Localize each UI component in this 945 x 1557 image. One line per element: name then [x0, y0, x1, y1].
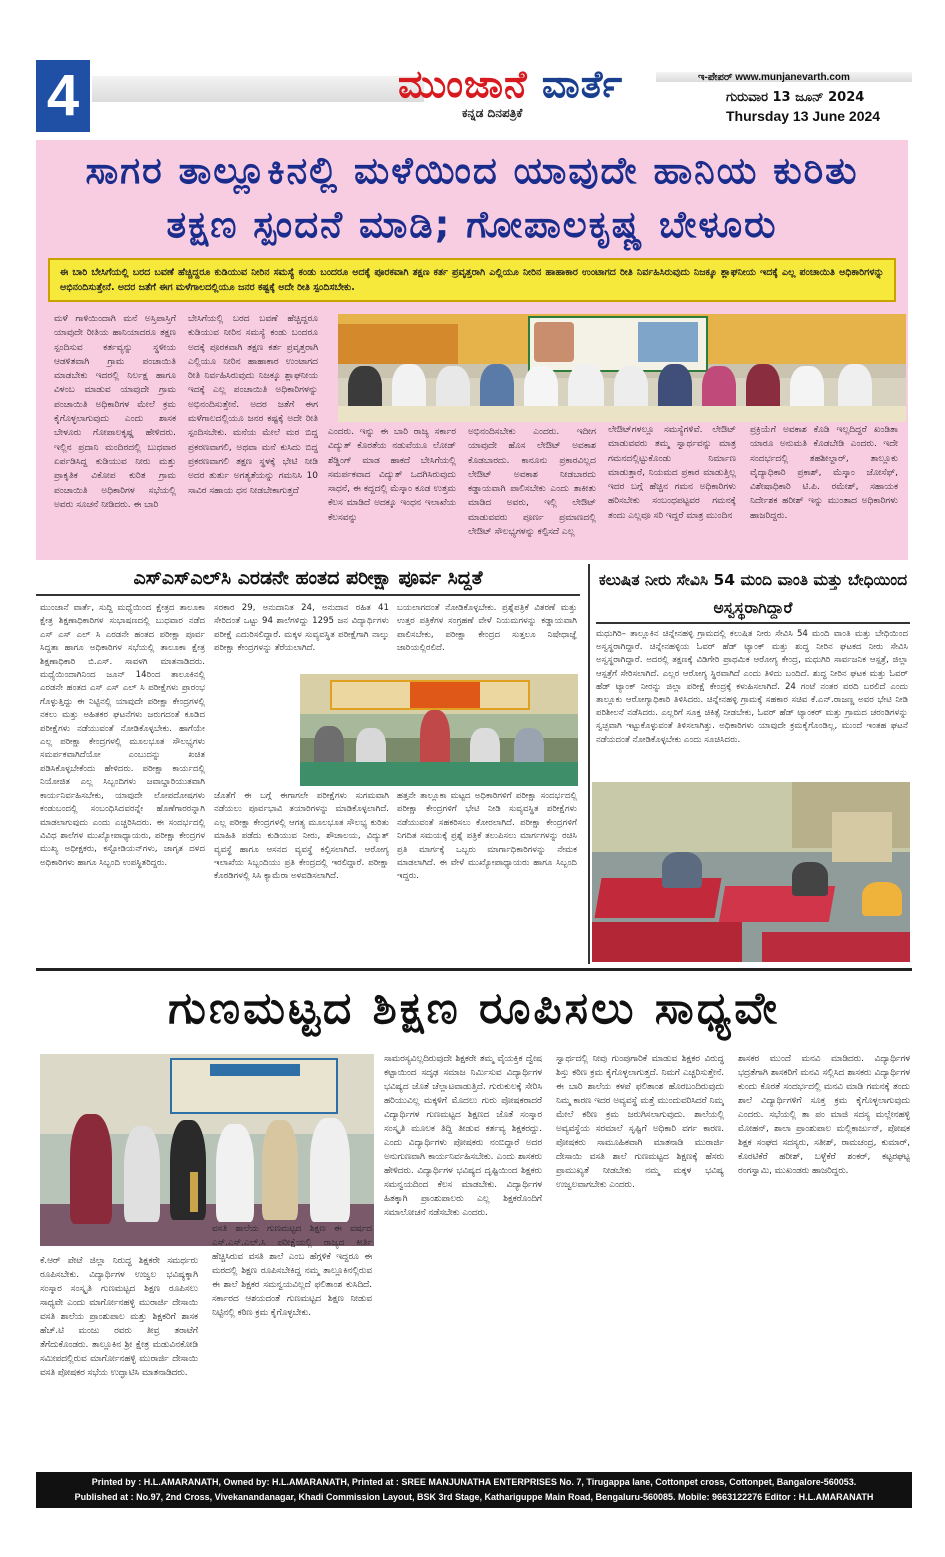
lead-story [36, 140, 908, 560]
newspaper-logo [398, 64, 623, 104]
exam-column-3-cont: ಹತ್ತನೇ ತಾಲ್ಲೂಕಾ ಮಟ್ಟದ ಅಧಿಕಾರಿಗಳಿಗೆ ಪರೀಕ್ಷಾ ಸಂದರ್ಭದಲ್ಲಿ ಪರೀಕ್ಷಾ ಕೇಂದ್ರಗಳಿಗೆ ಭೇಟಿ ನೀಡಿ ಸುವ್ಯವಸ್ಥಿತ ಪರೀಕ್ಷೆಗಳು ನಡೆಯುವಂತೆ ಸಹಕರಿಸಲು ಕೋರಲಾಗಿದೆ. ಪರೀಕ್ಷಾ ಕೇಂದ್ರಗಳಿಗೆ ನಿಗದಿತ ಸಮಯಕ್ಕೆ ಪ್ರಶ್ನೆ ಪತ್ರಿಕೆ ತಲುಪಿಸಲು ಮಾರ್ಗಗಳನ್ನು ರಚಿಸಿ ಪ್ರತಿ ಮಾರ್ಗಕ್ಕೆ ಒಬ್ಬರು ಮಾರ್ಗಾಧಿಕಾರಿಗಳನ್ನು ನೇಮಕ ಮಾಡಲಾಗಿದೆ. ಈ ವೇಳೆ ಮುಖ್ಯೋಪಾಧ್ಯಾಯರು ಹಾಗೂ ಸಿಬ್ಬಂದಿ ಇದ್ದರು. [397, 791, 577, 882]
lead-column-2: ಬೇಸಿಗೆಯಲ್ಲಿ ಬರದ ಬವಣೆ ಹೆಚ್ಚಿದ್ದರೂ ಕುಡಿಯುವ ನೀರಿನ ಸಮಸ್ಯೆ ಕಂಡು ಬಂದರೂ ಅದಕ್ಕೆ ಪೂರಕವಾಗಿ ತಕ್ಷಣ ಕರ್ತ ಪ್ರವೃತ್ತರಾಗಿ ಎಲ್ಲಿಯೂ ನೀರಿನ ಹಾಹಾಕಾರ ಉಂಟಾಗದ ರೀತಿ ನಿರ್ವಹಿಸಿರುವುದು ನಿಜಕ್ಕೂ ಶ್ಲಾಘನೀಯ ಇದಕ್ಕೆ ಎಲ್ಲ ಪಂಚಾಯಿತಿ ಅಧಿಕಾರಿಗಳನ್ನು ಅಭಿನಂದಿಸುತ್ತೇನೆ. ಅದರ ಜತೆಗೆ ಈಗ ಮಳೆಗಾಲದಲ್ಲಿಯೂ ಜನರ ಕಷ್ಟಕ್ಕೆ ಅದೇ ರೀತಿ ಸ್ಪಂದಿಸಬೇಕು. ಮನೆಯ ಮೇಲೆ ಮರ ಬಿದ್ದ ಪ್ರಕರಣವಾಗಲಿ, ಅಥವಾ ಮನೆ ಕುಸಿದು ಬಿದ್ದ ಪ್ರಕರಣವಾಗಲಿ ತಕ್ಷಣ ಸ್ಥಳಕ್ಕೆ ಭೇಟಿ ನೀಡಿ ಅದರ ತುರ್ತು ಅಗತ್ಯತೆಯನ್ನು ಗಮನಿಸಿ 10 ಸಾವಿರ ಸಹಾಯ ಧನ ನೀಡಬೇಕಾಗುತ್ತದೆ [188, 314, 318, 496]
imprint-line-1: Printed by : H.L.AMARANATH, Owned by: H.L.AMARANATH, Printed at : SREE MANJUNATHA ENTERPRISES No. 7, Tirugappa lane, Cottonpet cross, Cottonpet, Bangalore-560053. [91, 1477, 857, 1487]
column-divider [588, 564, 590, 964]
exam-column-3: ಬಯಲಾಗದಂತೆ ನೋಡಿಕೊಳ್ಳಬೇಕು. ಪ್ರಶ್ನೆಪತ್ರಿಕೆ ವಿತರಣೆ ಮತ್ತು ಉತ್ತರ ಪತ್ರಿಕೆಗಳ ಸಂಗ್ರಹಣೆ ವೇಳೆ ನಿಯಮಗಳನ್ನು ಕಡ್ಡಾಯವಾಗಿ ಪಾಲಿಸಬೇಕು, ಪರೀಕ್ಷಾ ಕೇಂದ್ರದ ಸುತ್ತಲೂ ನಿಷೇಧಾಜ್ಞೆ ಜಾರಿಯಲ್ಲಿರಲಿದೆ. [397, 603, 577, 654]
exam-meeting-photo [300, 674, 578, 786]
lamp-lighting-photo [40, 1054, 374, 1246]
water-headline: ಕಲುಷಿತ ನೀರು ಸೇವಿಸಿ 54 ಮಂದಿ ವಾಂತಿ ಮತ್ತು ಬೇಧಿಯಿಂದ ಅಸ್ವಸ್ಥರಾಗಿದ್ದಾರೆ [598, 571, 908, 617]
education-column-4: ಸ್ವಾರ್ಥದಲ್ಲಿ ನೀವು ಗುಂಪುಗಾರಿಕೆ ಮಾಡುವ ಶಿಕ್ಷಕರ ವಿರುದ್ಧ ಶಿಸ್ತು ಕಠಿಣ ಕ್ರಮ ಕೈಗೊಳ್ಳಲಾಗುತ್ತದೆ. ನಿಮಗೆ ಎಚ್ಚರಿಸುತ್ತೇನೆ. ಈ ಬಾರಿ ಶಾಲೆಯ ಕಳಪೆ ಫಲಿತಾಂಶ ಹೊರಬಂದಿರುವುದು ನಿಮ್ಮ ಕಾರಣ ಇದರ ಅವ್ಯವಸ್ಥೆ ಮತ್ತೆ ಮುಂದುವರಿಸಿದರೆ ನಿಮ್ಮ ಮೇಲೆ ಕಠಿಣ ಕ್ರಮ ಜರುಗಿಸಲಾಗುವುದು. ಶಾಲೆಯಲ್ಲಿ ಅವ್ಯವಸ್ಥೆಯ ಸರಮಾಲೆ ಸೃಷ್ಟಿಗೆ ಅಧಿಕಾರಿ ವರ್ಗ ಕಾರಣ. ಪೋಷಕರು ಸಾಮೂಹಿಕವಾಗಿ ಮಾತನಾಡಿ ಮುರಾರ್ಜಿ ದೇಸಾಯಿ ವಸತಿ ಶಾಲೆ ಗುಣಮಟ್ಟದ ಶಿಕ್ಷಣಕ್ಕೆ ಹೆಸರು ಪ್ರಾಮುಖ್ಯತೆ ನೀಡಬೇಕು ನಮ್ಮ ಮಕ್ಕಳ ಭವಿಷ್ಯ ಉಜ್ವಲವಾಗಬೇಕು ಎಂದರು. [556, 1054, 724, 1190]
education-headline: ಗುಣಮಟ್ಟದ ಶಿಕ್ಷಣ ರೂಪಿಸಲು ಸಾಧ್ಯವೇ [168, 983, 780, 1034]
exam-column-2-cont: ಜೊತೆಗೆ ಈ ಬಗ್ಗೆ ಈಗಾಗಲೇ ಪರೀಕ್ಷೆಗಳು ಸುಗಮವಾಗಿ ನಡೆಯಲು ಪೂರ್ವಭಾವಿ ತಯಾರಿಗಳನ್ನು ಮಾಡಿಕೊಳ್ಳಲಾಗಿದೆ. ಎಲ್ಲ ಪರೀಕ್ಷಾ ಕೇಂದ್ರಗಳಲ್ಲಿ ಆಗತ್ಯ ಮೂಲಭೂತ ಸೌಲಭ್ಯ ಕುರಿತು ಮಾಹಿತಿ ಪಡೆದು ಕುಡಿಯುವ ನೀರು, ಶೌಚಾಲಯ, ವಿದ್ಯುತ್ ವ್ಯವಸ್ಥೆ ಹಾಗೂ ಆಸನದ ವ್ಯವಸ್ಥೆ ಕಲ್ಪಿಸಲಾಗಿದೆ. ಆರೋಗ್ಯ ಇಲಾಖೆಯ ಸಿಬ್ಬಂದಿಯು ಪ್ರತಿ ಕೇಂದ್ರದಲ್ಲಿ ಇರಲಿದ್ದಾರೆ. ಪರೀಕ್ಷಾ ಕೊಠಡಿಗಳಲ್ಲಿ ಸಿಸಿ ಕ್ಯಾಮೆರಾ ಅಳವಡಿಸಲಾಗಿದೆ. [214, 791, 389, 882]
masthead [36, 60, 912, 132]
exam-headline-rule [36, 594, 580, 596]
epaper-link[interactable]: ಇ-ಪೇಪರ್ www.munjanevarth.com [698, 72, 850, 83]
exam-column-2: ಸರಕಾರ 29, ಅನುದಾನಿತ 24, ಅನುದಾನ ರಹಿತ 41 ಸೇರಿದಂತೆ ಒಟ್ಟು 94 ಶಾಲೆಗಳಿದ್ದು 1295 ಜನ ವಿದ್ಯಾರ್ಥಿಗಳು ಪರೀಕ್ಷೆ ಎದುರಿಸಲಿದ್ದಾರೆ. ಮಕ್ಕಳ ಸುವ್ಯವಸ್ಥಿತ ಪರೀಕ್ಷೆಗಾಗಿ ನಾಲ್ಕು ಪರೀಕ್ಷಾ ಕೇಂದ್ರಗಳನ್ನು ತೆರೆಯಲಾಗಿದೆ. [214, 603, 389, 654]
lead-column-5: ಲೇಔಟ್‌ಗಳಲ್ಲೂ ಸಮಸ್ಯೆಗಳಿವೆ. ಲೇಔಟ್ ಮಾಡುವವರು ತಮ್ಮ ಸ್ವಾರ್ಥವನ್ನು ಮಾತ್ರ ಗಮನದಲ್ಲಿಟ್ಟುಕೊಂಡು ನಿರ್ಮಾಣ ಮಾಡುತ್ತಾರೆ, ನಿಯಮದ ಪ್ರಕಾರ ಮಾಡುತ್ತಿಲ್ಲ ಇದರ ಬಗ್ಗೆ ಹೆಚ್ಚಿನ ಗಮನ ಅಧಿಕಾರಿಗಳು ಹರಿಸಬೇಕು ಸಂಬಂಧಪಟ್ಟವರ ಗಮನಕ್ಕೆ ತಂದು ಎಲ್ಲವೂ ಸರಿ ಇದ್ದರೆ ಮಾತ್ರ ಮುಂದಿನ [608, 425, 736, 521]
date-english: Thursday 13 June 2024 [726, 108, 881, 124]
lead-column-3: ಎಂದರು. ಇನ್ನು ಈ ಬಾರಿ ರಾಜ್ಯ ಸರ್ಕಾರ ವಿದ್ಯುತ್ ಕೊರತೆಯ ನಡುವೆಯೂ ಲೋಡ್ ಶೆಡ್ಡಿಂಗ್ ಮಾಡ ಹಾಕದೆ ಬೇಸಿಗೆಯಲ್ಲಿ ಸಮರ್ಪಕವಾದ ವಿದ್ಯುತ್ ಒದಗಿಸಿರುವುದು ಸಾಧನೆ, ಈ ಕದ್ದದಲ್ಲಿ ಮೆಸ್ಕಾಂ ಕೂಡ ಉತ್ತಮ ಕೆಲಸ ಮಾಡಿದೆ ಅದಕ್ಕೂ ಇಂಧನ ಇಲಾಖೆಯ ಕೆಲಸವನ್ನು [328, 427, 456, 523]
paper-name-part1: ಮುಂಜಾನೆ [398, 62, 528, 106]
exam-headline: ಎಸ್‌ಎಸ್‌ಎಲ್‌ಸಿ ಎರಡನೇ ಹಂತದ ಪರೀಕ್ಷಾ ಪೂರ್ವ ಸಿದ್ದತೆ [133, 567, 483, 589]
education-column-1: ಕೆ.ಆರ್ ಪೇಟೆ ಜಿಲ್ಲಾ ನಿರುದ್ಧ ಶಿಕ್ಷಕರೇ ಸಮರ್ಥರು ರೂಪಿಸಬೇಕು. ವಿದ್ಯಾರ್ಥಿಗಳ ಉಜ್ವಲ ಭವಿಷ್ಯಕ್ಕಾಗಿ ಸಂಸ್ಕಾರ ಸಂಸ್ಕೃತಿ ಗುಣಮಟ್ಟದ ಶಿಕ್ಷಣ ರೂಪಿಸಲು ಸಾಧ್ಯವೇ ಎಂದು ಮಾರ್ಗೋನಹಳ್ಳಿ ಮುರಾರ್ಜಿ ದೇಸಾಯಿ ವಸತಿ ಶಾಲೆಯ ಪ್ರಾಂಶುಪಾಲ ಮತ್ತು ಶಿಕ್ಷಕರಿಗೆ ಶಾಸಕ ಹೆಚ್.ಟಿ ಮಂಜು ರವರು ತೀವ್ರ ತರಾಟೆಗೆ ತೆಗೆದುಕೊಂಡರು. ತಾಲ್ಲೂಕಿನ ಶ್ರೀ ಕ್ಷೇತ್ರ ಮಡುವಿನಕೋಡಿ ಸಮೀಪದಲ್ಲಿರುವ ಮಾರ್ಗೋನಹಳ್ಳಿ ಮುರಾರ್ಜಿ ದೇಸಾಯಿ ವಸತಿ ಪೋಷಕರ ಸಭೆಯ ಉದ್ಘಾಟಿಸಿ ಮಾತನಾಡಿದರು. [40, 1256, 198, 1378]
meeting-photo [338, 314, 906, 422]
lead-column-4: ಅಭಿನಂದಿಸಬೇಕು ಎಂದರು. ಇದೀಗ ಯಾವುದೇ ಹೊಸ ಲೇಔಟ್ ಅವಕಾಶ ಕೊಡಬಾರದು. ಕಾನೂನು ಪ್ರಕಾರವಿಲ್ಲದ ಲೇಔಟ್ ಅವಕಾಶ ನೀಡಬಾರದು ಕಡ್ಡಾಯವಾಗಿ ಪಾಲಿಸಬೇಕು ಎಂದು ತಾಕೀತು ಮಾಡಿದ ಅವರು, ಇಲ್ಲಿ ಲೇಔಟ್ ಮಾಡುವವರು ಪೂರ್ಣ ಪ್ರಮಾಣದಲ್ಲಿ ಲೇಔಟ್ ಸೌಲಭ್ಯಗಳನ್ನು ಕಲ್ಪಿಸದೆ ಎಲ್ಲ [468, 427, 596, 538]
water-headline-rule [596, 622, 910, 624]
page-number: 4 [36, 60, 90, 132]
exam-column-1: ಮುಂಜಾನೆ ವಾರ್ತೆ, ಸುದ್ದಿ ಮಧ್ಯೆಯಿಂದ ಕ್ಷೇತ್ರದ ತಾಲೂಕಾ ಕ್ಷೇತ್ರ ಶಿಕ್ಷಣಾಧಿಕಾರಿಗಳ ಸುಭಾಷಣದಲ್ಲಿ ಬುಧವಾರ ನಡೆದ ಎಸ್ ಎಸ್ ಎಲ್ ಸಿ ಎರಡನೇ ಹಂತದ ಪರೀಕ್ಷಾ ಪೂರ್ವ ಸಿದ್ದತಾ ಹಾಗೂ ಅಧಿಕಾರಿಗಳ ಸಭೆಯಲ್ಲಿ ತಾಲೂಕಾ ಕ್ಷೇತ್ರ ಶಿಕ್ಷಣಾಧಿಕಾರಿ ಬಿ.ಎಸ್. ಸಾವಳಗಿ ಮಾತನಾಡಿದರು. ಮಧ್ಯೆಯಿಂದಾಗಿನಿಂದ ಜೂನ್ 14ರಿಂದ ತಾಲೂಕಿನಲ್ಲಿ ಎರಡನೇ ಹಂತದ ಎಸ್ ಎಸ್ ಎಲ್ ಸಿ ಪರೀಕ್ಷೆಗಳು ಪ್ರಾರಂಭ ಗೊಳ್ಳುತ್ತಿದ್ದು ಈ ನಿಟ್ಟಿನಲ್ಲಿ ಯಾವುದೇ ಪರೀಕ್ಷಾ ಕೇಂದ್ರಗಳಲ್ಲಿ ನಕಲು ಮತ್ತು ಅಹಿತಕರ ಘಟನೆಗಳು ಜರುಗದಂತೆ ಕೂಡಿದ ಪರೀಕ್ಷೆಗಳು ನಡೆಯುವಂತೆ ನೋಡಿಕೊಳ್ಳಬೇಕು. ಹಾಗೆಯೇ ಎಲ್ಲ ಪರೀಕ್ಷಾ ಕೇಂದ್ರಗಳಲ್ಲಿ ಮೂಲಭೂತ ಸೌಲಭ್ಯಗಳು ಸಮರ್ಪಕವಾಗಿದೆಯೋ ಎಂಬುದನ್ನು ಖಚಿತ ಪಡಿಸಿಕೊಳ್ಳಬೇಕೆಂದು ಹೇಳಿದರು. ಪರೀಕ್ಷಾ ಕಾರ್ಯದಲ್ಲಿ ನಿಯೋಜಿತ ಎಲ್ಲ ಸಿಬ್ಬಂದಿಗಳು ಜವಾಬ್ದಾರಿಯುತವಾಗಿ ಕಾರ್ಯನಿರ್ವಹಿಸಬೇಕು, ಯಾವುದೇ ಲೋಪದೋಷಗಳು ಕಂಡುಬಂದಲ್ಲಿ ಸಂಬಂಧಿಸಿದವರನ್ನೇ ಹೊಣೆಗಾರರನ್ನಾಗಿ ಮಾಡಲಾಗುವುದು ಎಂದು ಎಚ್ಚರಿಸಿದರು. ಈ ಸಂದರ್ಭದಲ್ಲಿ ವಿವಿಧ ಶಾಲೆಗಳ ಮುಖ್ಯೋಪಾಧ್ಯಾಯರು, ಪರೀಕ್ಷಾ ಕೇಂದ್ರಗಳ ಮುಖ್ಯ ಅಧೀಕ್ಷಕರು, ಕಸ್ಟೋಡಿಯನ್‌ಗಳು, ಜಾಗೃತ ದಳದ ಅಧಿಕಾರಿಗಳು ಹಾಗೂ ಸಿಬ್ಬಂದಿ ಉಪಸ್ಥಿತರಿದ್ದರು. [40, 603, 205, 868]
lead-highlight-box: ಈ ಬಾರಿ ಬೇಸಿಗೆಯಲ್ಲಿ ಬರದ ಬವಣೆ ಹೆಚ್ಚಿದ್ದರೂ ಕುಡಿಯುವ ನೀರಿನ ಸಮಸ್ಯೆ ಕಂಡು ಬಂದರೂ ಅದಕ್ಕೆ ಪೂರಕವಾಗಿ ತಕ್ಷಣ ಕರ್ತ ಪ್ರವೃತ್ತರಾಗಿ ಎಲ್ಲಿಯೂ ನೀರಿನ ಹಾಹಾಕಾರ ಉಂಟಾಗದ ರೀತಿ ನಿರ್ವಹಿಸಿರುವುದು ನಿಜಕ್ಕೂ ಶ್ಲಾಘನೀಯ ಇದಕ್ಕೆ ಎಲ್ಲ ಪಂಚಾಯಿತಿ ಅಧಿಕಾರಿಗಳನ್ನು ಅಭಿನಂದಿಸುತ್ತೇನೆ. ಅದರ ಜತೆಗೆ ಈಗ ಮಳೆಗಾಲದಲ್ಲಿಯೂ ಜನರ ಕಷ್ಟಕ್ಕೆ ಅದೇ ರೀತಿ ಸ್ಪಂದಿಸಬೇಕು. [48, 258, 896, 302]
masthead-band-left [92, 76, 424, 102]
section-rule [36, 968, 912, 971]
date-kannada: ಗುರುವಾರ 13 ಜೂನ್ 2024 [726, 90, 865, 105]
water-story-body: ಮಧುಗಿರಿ– ತಾಲ್ಲೂಕಿನ ಚಿನ್ನೇನಹಳ್ಳಿ ಗ್ರಾಮದಲ್ಲಿ ಕಲುಷಿತ ನೀರು ಸೇವಿಸಿ 54 ಮಂದಿ ವಾಂತಿ ಮತ್ತು ಬೇಧಿಯಿಂದ ಅಸ್ವಸ್ಥರಾಗಿದ್ದಾರೆ. ಚಿನ್ನೇನಹಳ್ಳಿಯ ಓವರ್ ಹೆಡ್ ಟ್ಯಾಂಕ್ ಮತ್ತು ಶುದ್ಧ ನೀರಿನ ಘಟಕದ ನೀರು ಸೇವಿಸಿ ಅಸ್ವಸ್ಥರಾಗಿದ್ದಾರೆ. ಅದರಲ್ಲಿ ತಕ್ಷಣಕ್ಕೆ ವಿಡಿಗೇರಿ ಪ್ರಾಥಮಿಕ ಆರೋಗ್ಯ ಕೇಂದ್ರ, ಮಧುಗಿರಿ ಸಾರ್ವಜನಿಕ ಆಸ್ಪತ್ರೆ, ಜಿಲ್ಲಾ ಆಸ್ಪತ್ರೆಗೆ ಸೇರಿಸಲಾಗಿದೆ. ಎಲ್ಲರ ಆರೋಗ್ಯ ಸ್ಥಿರವಾಗಿದೆ ಎಂದು ತಿಳಿದು ಬಂದಿದೆ. ಶುದ್ಧ ನೀರಿನ ಘಟಕ ಮತ್ತು ಓವರ್ ಹೆಡ್ ಟ್ಯಾಂಕ್ ನೀರನ್ನು ಜಿಲ್ಲಾ ಪರೀಕ್ಷೆ ಕೇಂದ್ರಕ್ಕೆ ಕಳುಹಿಸಲಾಗಿದೆ. 24 ಗಂಟೆ ನಂತರ ವರದಿ ಬರಲಿದೆ ಎಂದು ತಾಲ್ಲೂಕು ಆರೋಗ್ಯಾಧಿಕಾರಿ ತಿಳಿಸಿದರು. ಚಿನ್ನೇನಹಳ್ಳಿ ಗ್ರಾಮಕ್ಕೆ ಸಹಕಾರ ಸಚಿವ ಕೆ.ಎನ್.ರಾಜಣ್ಣ ಅವರ ಭೇಟಿ ನೀಡಿ ಪರಿಶೀಲನೆ ನಡೆಸಿದರು. ಎಲ್ಲರಿಗೆ ಸೂಕ್ತ ಚಿಕಿತ್ಸೆ ನೀಡಬೇಕು, ಓವರ್ ಹೆಡ್ ಟ್ಯಾಂಕರ್ ಮತ್ತು ಗ್ರಾಮದ ಚರಂಡಿಗಳನ್ನು ಸ್ವಚ್ಛವಾಗಿ ಇಟ್ಟುಕೊಳ್ಳುವಂತೆ ತಿಳಿಸಲಾಗಿತ್ತು. ಅಧಿಕಾರಿಗಳು ಯಾವುದೇ ಕ್ರಮಕೈಗೊಂಡಿಲ್ಲ, ಮುಂದೆ ಇಂತಹ ಘಟನೆ ನಡೆಯದಂತೆ ನೋಡಿಕೊಳ್ಳಬೇಕು ಎಂದು ಸೂಚಿಸಿದರು. [596, 629, 908, 745]
lead-column-6: ಪ್ರಕ್ರಿಯೆಗೆ ಅವಕಾಶ ಕೊಡಿ ಇಲ್ಲದಿದ್ದರೆ ಖಂಡಿತಾ ಯಾರೂ ಅನುಮತಿ ಕೊಡಬೇಡಿ ಎಂದರು. ಇದೇ ಸಂದರ್ಭದಲ್ಲಿ ತಹಶೀಲ್ದಾರ್, ತಾಲ್ಲೂಕು ವೈದ್ಯಾಧಿಕಾರಿ ಪ್ರಕಾಶ್, ಮೆಸ್ಕಾಂ ಜೋಸೆಫ್, ವಿಶೇಷಾಧಿಕಾರಿ ಟಿ.ಪಿ. ರಮೇಶ್, ಸಹಾಯಕ ನಿರ್ದೇಶಕ ಹರೀಶ್ ಇನ್ನು ಮುಂತಾದ ಅಧಿಕಾರಿಗಳು ಹಾಜರಿದ್ದರು. [750, 425, 898, 521]
education-column-5: ಶಾಸಕರ ಮುಂದೆ ಮನವಿ ಮಾಡಿದರು. ವಿದ್ಯಾರ್ಥಿಗಳ ಭದ್ರತೆಗಾಗಿ ಶಾಸಕರಿಗೆ ಮನವಿ ಸಲ್ಲಿಸಿದ ಶಾಸಕರು ವಿದ್ಯಾರ್ಥಿಗಳ ಕುಂದು ಕೊರತೆ ಸಂದರ್ಭದಲ್ಲಿ ಮನವಿ ಮಾಡಿ ಗಮನಕ್ಕೆ ತಂದು ಶಾಲೆ ವಿದ್ಯಾರ್ಥಿಗಳಿಗೆ ಸೂಕ್ತ ಕ್ರಮ ಕೈಗೊಳ್ಳಲಾಗುವುದು ಎಂದರು. ಸಭೆಯಲ್ಲಿ ತಾ ಪಂ ಮಾಜಿ ಸದಸ್ಯ ಮಲ್ಲೇನಹಳ್ಳಿ ಮೋಹನ್, ಶಾಲಾ ಪ್ರಾಂಶುಪಾಲ ಮಲ್ಲಿಕಾರ್ಜುನ್, ಪೋಷಕ ಶಿಕ್ಷಕ ಸಂಘದ ಸದಸ್ಯರು, ಸತೀಶ್, ರಾಮಚಂದ್ರ, ಕುಮಾರ್, ಕೊರಟಿಕೆರೆ ಹರೀಶ್, ಬಳ್ಳೆಕೆರೆ ಶಂಕರ್, ಕಟ್ಟರಘಟ್ಟ ರಂಗಸ್ವಾಮಿ, ಮುಖಂಡರು ಹಾಜರಿದ್ದರು. [738, 1054, 910, 1176]
education-column-3: ಸಾಮರಸ್ಯವಿಲ್ಲದಿರುವುದೇ ಶಿಕ್ಷಕರೇ ತಮ್ಮ ವೈಯಕ್ತಿಕ ದ್ವೇಷ ಕಟ್ಟಾಯಿಂದ ಸದೃಢ ಸಮಾಜ ನಿರ್ಮಿಸುವ ವಿದ್ಯಾರ್ಥಿಗಳ ಭವಿಷ್ಯದ ಜೊತೆ ಚೆಲ್ಲಾಟವಾಡುತ್ತಿದೆ. ಗುರುಕುಲಕ್ಕೆ ಸೇರಿಸಿ ಹರಿಯುವಿಲ್ಲ ಮಕ್ಕಳಿಗೆ ಮೊದಲು ಗುರು ಪೋಷಕರಾದರೆ ವಿದ್ಯಾರ್ಥಿಗಳ ಗುಣಮಟ್ಟದ ಶಿಕ್ಷಣದ ಜೊತೆ ಸಂಸ್ಕಾರ ಸಂಸ್ಕೃತಿ ಮೂಲಕ ತಿದ್ದಿ ತೀಡುವ ಕರ್ತವ್ಯ ಶಿಕ್ಷಕರದ್ದು. ಎಂದು ವಿದ್ಯಾರ್ಥಿಗಳು ಪೋಷಕರು ನಂಬಿದ್ದಾರೆ ಅದರ ಅನುಗುಣವಾಗಿ ಕಾರ್ಯನಿರ್ವಹಿಸಬೇಕು. ಎಂದು ಶಾಸಕರು ಹೇಳಿದರು. ವಿದ್ಯಾರ್ಥಿಗಳ ಭವಿಷ್ಯದ ದೃಷ್ಟಿಯಿಂದ ಶಿಕ್ಷಕರು ಸಮನ್ವಯದಿಂದ ಕೆಲಸ ಮಾಡಬೇಕು. ವಿದ್ಯಾರ್ಥಿಗಳ ಹಿತಕ್ಕಾಗಿ ಪ್ರಾಂಶುಪಾಲರು ಎಲ್ಲ ಶಿಕ್ಷಕರೊಂದಿಗೆ ಸಮಾಲೋಚನೆ ನಡೆಸಬೇಕು ಎಂದರು. [384, 1054, 542, 1218]
lead-column-1: ಮಳೆ ಗಾಳಿಯಿಂದಾಗಿ ಮನೆ ಅಸ್ತಿಪಾಸ್ತಿಗೆ ಯಾವುದೇ ರೀತಿಯ ಹಾನಿಯಾದರೂ ತಕ್ಷಣ ಸ್ಪಂದಿಸುವ ಕರ್ತವ್ಯನ್ನು ಸ್ಥಳೀಯ ಆಡಳಿತವಾಗಿ ಗ್ರಾಮ ಪಂಚಾಯಿತಿ ಮಾಡಬೇಕು ಇದರಲ್ಲಿ ನಿರ್ಲಕ್ಷ ಹಾಗೂ ವಿಳಂಬ ಮಾಡುವ ಯಾವುದೇ ಗ್ರಾಮ ಪಂಚಾಯಿತಿ ಅಧಿಕಾರಿಗಳ ಮೇಲೆ ಕ್ರಮ ಕೈಗೊಳ್ಳಲಾಗುವುದು ಎಂದು ಶಾಸಕ ಬೇಳೂರು ಗೋಪಾಲಕೃಷ್ಣ ಹೇಳಿದರು. ಇಲ್ಲಿನ ಪ್ರದಾನಿ ಮಂದಿರದಲ್ಲಿ ಬುಧವಾರ ಏರ್ಪಡಿಸಿದ್ದ ಕುಡಿಯುವ ನೀರು ಮತ್ತು ಪ್ರಾಕೃತಿಕ ವಿಕೋಪ ಕುರಿತ ಗ್ರಾಮ ಪಂಚಾಯಿತಿ ಅಧಿಕಾರಿಗಳ ಸಭೆಯಲ್ಲಿ ಅವರು ಸೂಚನೆ ನೀಡಿದರು. ಈ ಬಾರಿ [54, 314, 176, 510]
education-column-2: ವಸತಿ ಶಾಲೆಯ ಗುಣಮಟ್ಟದ ಶಿಕ್ಷಣ ಈ ವರ್ಷದ ಎಸ್.ಎಸ್.ಎಲ್.ಸಿ ಪರೀಕ್ಷೆಯಲ್ಲಿ ರಾಜ್ಯದ ಕೀರ್ತಿ ಹೆಚ್ಚಿಸಿರುವ ವಸತಿ ಶಾಲೆ ಎಂಬ ಹೆಗ್ಗಳಿಕೆ ಇದ್ದರೂ ಈ ಮರದಲ್ಲಿ ಶಿಕ್ಷಣ ರೂಪಿಸಬೇಕಿದ್ದ ನಮ್ಮ ತಾಲ್ಲೂಕಿನಲ್ಲಿರುವ ಈ ಶಾಲೆ ಶಿಕ್ಷಕರ ಸಮನ್ವಯವಿಲ್ಲದೆ ಫಲಿತಾಂಶ ಕುಸಿದಿದೆ. ಸರ್ಕಾರದ ಆಶಯದಂತೆ ಗುಣಮಟ್ಟದ ಶಿಕ್ಷಣ ನೀಡುವ ನಿಟ್ಟಿನಲ್ಲಿ ಕಠಿಣ ಕ್ರಮ ಕೈಗೊಳ್ಳಬೇಕು. [212, 1224, 372, 1318]
hospital-photo [592, 782, 910, 962]
imprint-footer [36, 1472, 912, 1508]
imprint-line-2: Published at : No.97, 2nd Cross, Vivekanandanagar, Khadi Commission Layout, BSK 3rd Stage, Katharigupp​e Main Road, Bengaluru-560085. Mobile: 9663122276 Editor : H.L.AMARANATH [74, 1492, 874, 1502]
paper-name-part2: ವಾರ್ತೆ [541, 62, 624, 106]
lead-headline: ಸಾಗರ ತಾಲ್ಲೂಕಿನಲ್ಲಿ ಮಳೆಯಿಂದ ಯಾವುದೇ ಹಾನಿಯ ಕುರಿತು ತಕ್ಷಣ ಸ್ಪಂದನೆ ಮಾಡಿ; ಗೋಪಾಲಕೃಷ್ಣ ಬೇಳೂರು [85, 149, 859, 246]
paper-tagline: ಕನ್ನಡ ದಿನಪತ್ರಿಕೆ [462, 106, 523, 120]
